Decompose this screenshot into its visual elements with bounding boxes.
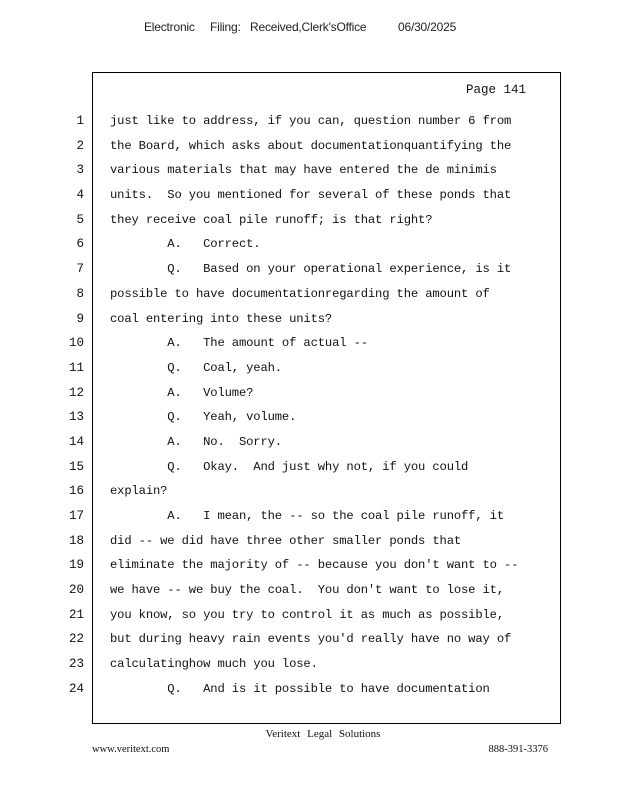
transcript-line: we have -- we buy the coal. You don't want to lose it, [110,583,505,598]
transcript-line: the Board, which asks about documentationquantifying the [110,138,512,153]
transcript-line: units. So you mentioned for several of these ponds that [110,188,512,203]
line-number-column [56,109,84,702]
transcript-line: they receive coal pile runoff; is that right? [110,212,433,227]
transcript-line: explain? [110,484,168,499]
line-number: 10 [68,336,84,351]
line-number: 16 [68,484,84,499]
line-number: 9 [76,311,84,326]
line-number: 19 [68,558,84,573]
transcript-line: Q. And is it possible to have documentation [110,681,490,696]
footer-phone: 888-391-3376 [488,744,548,755]
header-filing: Filing: [210,20,241,34]
footer-website: www.veritext.com [92,744,170,755]
line-number: 5 [76,212,84,227]
transcript-line: A. No. Sorry. [110,434,282,449]
line-number: 24 [68,681,84,696]
header-electronic: Electronic [144,20,195,34]
line-number: 15 [68,459,84,474]
line-number: 22 [68,632,84,647]
line-number: 8 [76,286,84,301]
line-number: 2 [76,138,84,153]
transcript-line: various materials that may have entered the de minimis [110,163,497,178]
line-number: 4 [76,188,84,203]
line-number: 13 [68,410,84,425]
transcript-line: Q. Okay. And just why not, if you could [110,459,469,474]
transcript-line: Q. Yeah, volume. [110,410,297,425]
transcript-line: A. Correct. [110,237,261,252]
transcript-line: A. I mean, the -- so the coal pile runoff, it [110,509,505,523]
transcript-line: Q. Based on your operational experience, is it [110,262,512,277]
transcript-line: did -- we did have three other smaller ponds that [110,533,462,548]
transcript-text [110,109,550,702]
line-number: 20 [68,583,84,598]
transcript-line: Q. Coal, yeah. [110,360,282,375]
transcript-line: calculatinghow much you lose. [110,657,318,672]
line-number: 11 [68,360,84,375]
transcript-line: possible to have documentationregarding the amount of [110,286,490,301]
transcript-line: you know, so you try to control it as much as possible, [110,607,505,622]
line-number: 14 [68,434,84,449]
line-number: 18 [68,533,84,548]
page-number: Page 141 [465,83,526,97]
line-number: 1 [76,114,84,128]
line-number: 17 [68,509,84,523]
line-number: 21 [68,607,84,622]
line-number: 3 [76,163,84,178]
transcript-line: coal entering into these units? [110,311,333,326]
transcript-line: just like to address, if you can, question number 6 from [110,114,512,128]
transcript-line: A. The amount of actual -- [110,336,368,351]
line-number: 6 [76,237,84,252]
transcript-line: eliminate the majority of -- because you don't want to -- [110,558,519,573]
footer-company: Veritext Legal Solutions [265,728,381,740]
line-number: 12 [68,385,84,400]
transcript-line: but during heavy rain events you'd really have no way of [110,632,512,647]
line-number: 7 [76,262,84,277]
transcript-line: A. Volume? [110,385,254,400]
line-number: 23 [68,657,84,672]
header-received: Received,Clerk'sOffice [250,20,367,34]
header-date: 06/30/2025 [398,20,457,34]
